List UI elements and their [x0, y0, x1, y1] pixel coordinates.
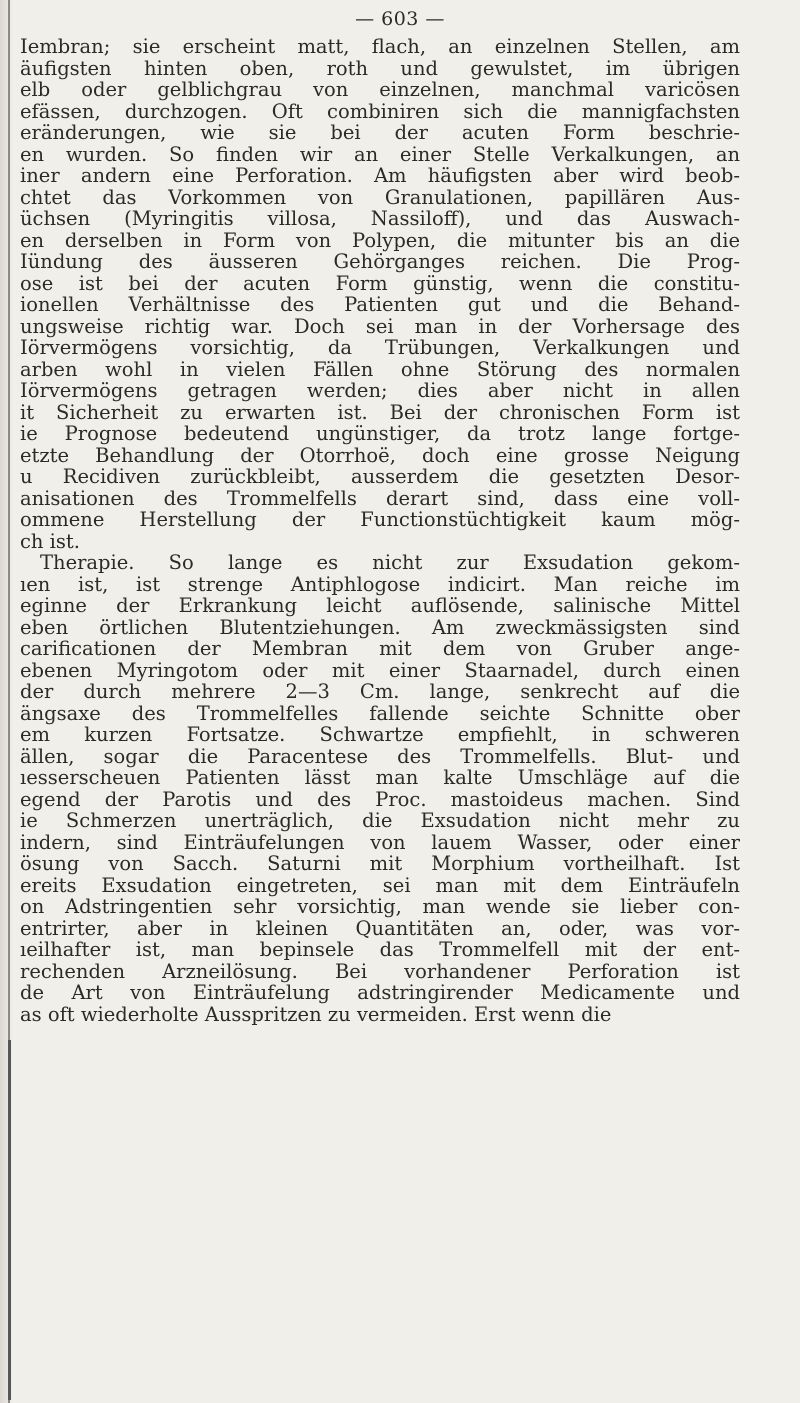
- text-line: carificationen der Membran mit dem von Gruber ange-: [20, 637, 740, 660]
- text-line: ungsweise richtig war. Doch sei man in der Vorhersage des: [20, 314, 740, 338]
- text-line: ıesserscheuen Patienten lässt man kalte Umschläge auf die: [20, 766, 740, 789]
- text-line: en derselben in Form von Polypen, die mitunter bis an die: [20, 228, 740, 252]
- text-line: ose ist bei der acuten Form günstig, wenn die constitu-: [20, 271, 740, 295]
- text-line: Iembran; sie erscheint matt, flach, an einzelnen Stellen, am: [20, 35, 740, 58]
- text-line: indern, sind Einträufelungen von lauem Wasser, oder einer: [20, 830, 740, 854]
- text-line: efässen, durchzogen. Oft combiniren sich die mannigfachsten: [20, 99, 740, 123]
- text-line: ie Schmerzen unerträglich, die Exsudation nicht mehr zu: [20, 809, 740, 832]
- text-line: Iörvermögens vorsichtig, da Trübungen, Verkalkungen und: [20, 336, 740, 359]
- text-line: ommene Herstellung der Functionstüchtigkeit kaum mög-: [20, 508, 740, 531]
- text-line: as oft wiederholte Ausspritzen zu vermeiden. Erst wenn die: [20, 1002, 612, 1026]
- text-line: de Art von Einträufelung adstringirender Medicamente und: [20, 981, 740, 1004]
- text-line: it Sicherheit zu erwarten ist. Bei der chronischen Form ist: [20, 400, 740, 424]
- binding-shadow: [8, 1040, 11, 1400]
- text-line: ängsaxe des Trommelfelles fallende seichte Schnitte ober: [20, 701, 740, 725]
- text-line: u Recidiven zurückbleibt, ausserdem die gesetzten Desor-: [20, 465, 740, 488]
- text-line: Iündung des äusseren Gehörganges reichen. Die Prog-: [20, 250, 740, 273]
- text-line: ebenen Myringotom oder mit einer Staarnadel, durch einen: [20, 658, 740, 682]
- text-line: iner andern eine Perforation. Am häufigsten aber wird beob-: [20, 164, 740, 187]
- text-line: ällen, sogar die Paracentese des Trommelfells. Blut- und: [20, 744, 740, 768]
- text-line: der durch mehrere 2—3 Cm. lange, senkrecht auf die: [20, 680, 740, 703]
- text-line: eränderungen, wie sie bei der acuten Form beschrie-: [20, 121, 740, 144]
- text-line: üchsen (Myringitis villosa, Nassiloff), und das Auswach-: [20, 207, 740, 230]
- text-line: ch ist.: [20, 529, 80, 553]
- text-line: em kurzen Fortsatze. Schwartze empfiehlt, in schweren: [20, 723, 740, 746]
- text-line: ıeilhafter ist, man bepinsele das Trommelfell mit der ent-: [20, 938, 740, 961]
- text-line: ionellen Verhältnisse des Patienten gut und die Behand-: [20, 293, 740, 316]
- text-line: elb oder gelblichgrau von einzelnen, manchmal varicösen: [20, 78, 740, 101]
- text-line: arben wohl in vielen Fällen ohne Störung des normalen: [20, 357, 740, 381]
- text-line: eginne der Erkrankung leicht auflösende, salinische Mittel: [20, 594, 740, 617]
- text-line: on Adstringentien sehr vorsichtig, man wende sie lieber con-: [20, 895, 740, 918]
- text-line: Therapie. So lange es nicht zur Exsudation gekom-: [40, 551, 740, 574]
- text-line: anisationen des Trommelfells derart sind, dass eine voll-: [20, 486, 740, 510]
- text-line: entrirter, aber in kleinen Quantitäten an, oder, was vor-: [20, 916, 740, 940]
- text-line: ereits Exsudation eingetreten, sei man mit dem Einträufeln: [20, 873, 740, 897]
- text-line: chtet das Vorkommen von Granulationen, papillären Aus-: [20, 185, 740, 209]
- text-line: ie Prognose bedeutend ungünstiger, da trotz lange fortge-: [20, 422, 740, 445]
- text-line: Iörvermögens getragen werden; dies aber nicht in allen: [20, 379, 740, 402]
- text-line: ösung von Sacch. Saturni mit Morphium vortheilhaft. Ist: [20, 852, 740, 875]
- text-line: en wurden. So finden wir an einer Stelle Verkalkungen, an: [20, 142, 740, 166]
- text-line: etzte Behandlung der Otorrhoë, doch eine grosse Neigung: [20, 443, 740, 467]
- text-line: äufigsten hinten oben, roth und gewulstet, im übrigen: [20, 56, 740, 80]
- text-line: ıen ist, ist strenge Antiphlogose indicirt. Man reiche im: [20, 572, 740, 596]
- text-line: eben örtlichen Blutentziehungen. Am zweckmässigsten sind: [20, 615, 740, 639]
- text-line: rechenden Arzneilösung. Bei vorhandener Perforation ist: [20, 959, 740, 983]
- page-number: — 603 —: [355, 8, 445, 30]
- text-line: egend der Parotis und des Proc. mastoideus machen. Sind: [20, 787, 740, 811]
- body-text: [20, 36, 740, 1025]
